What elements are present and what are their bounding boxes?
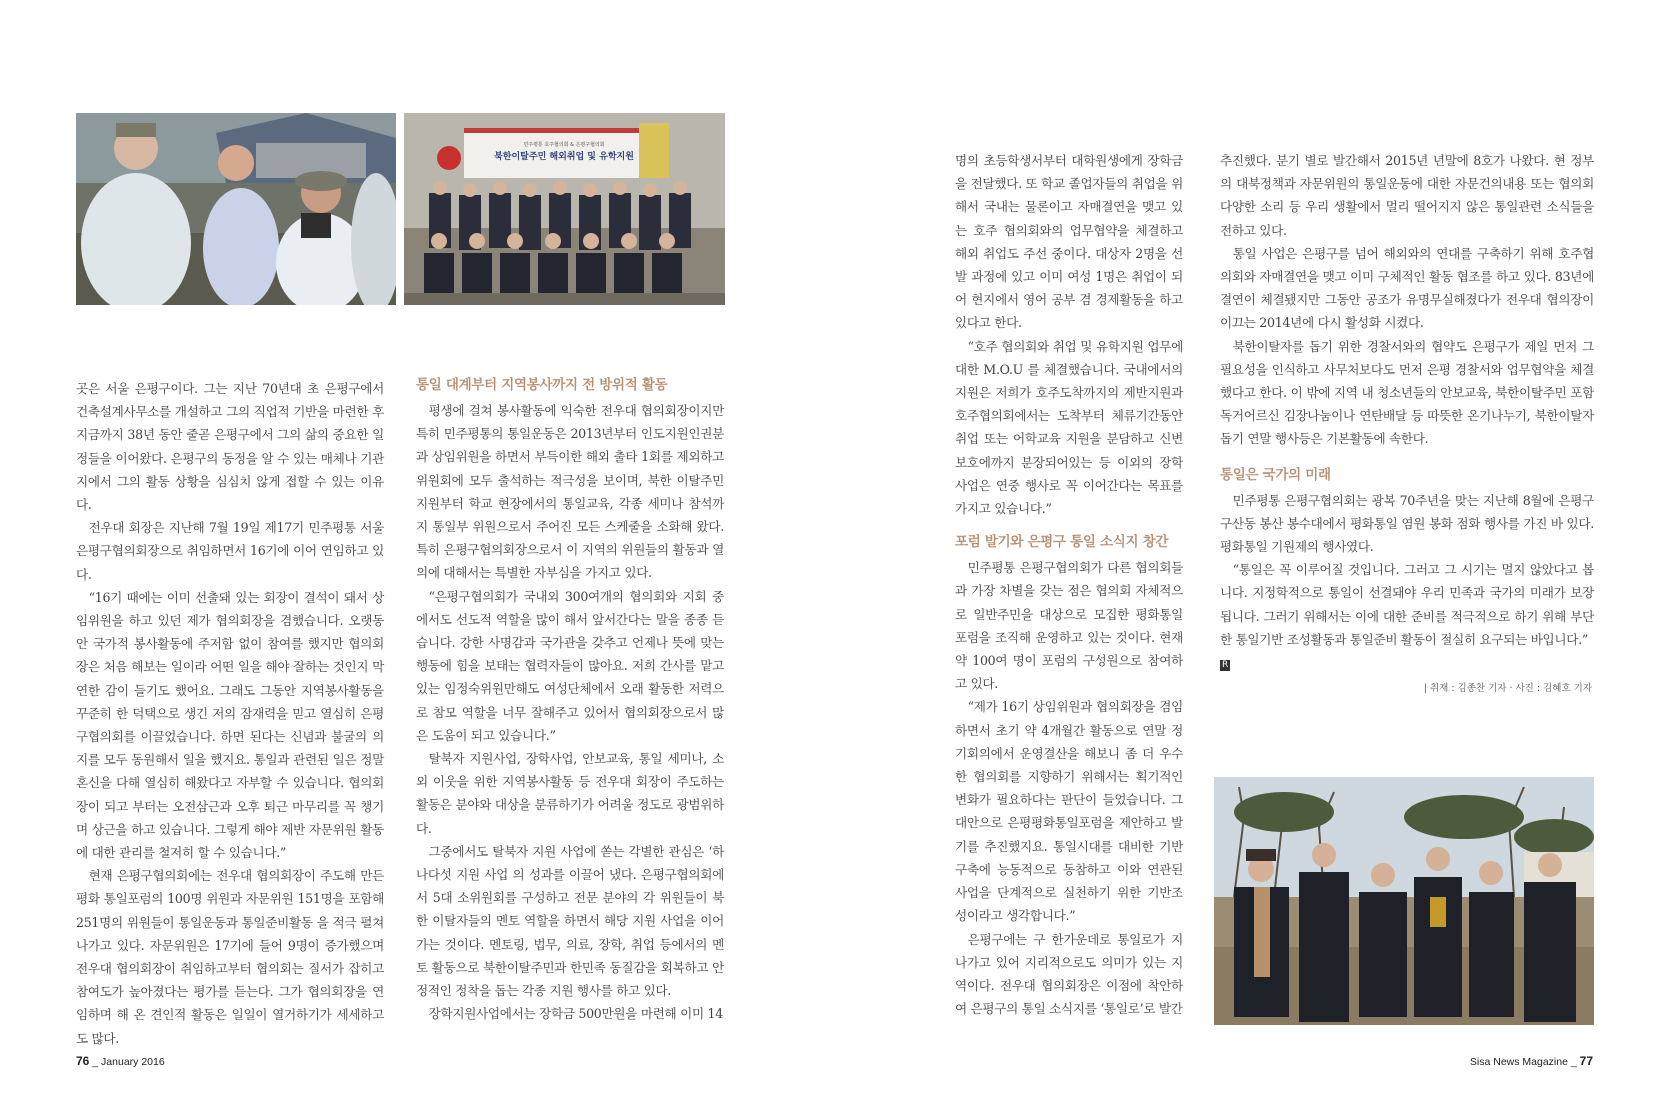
banner-text: 북한이탈주민 해외취업 및 유학지원	[494, 152, 634, 162]
right-folio	[1470, 1054, 1593, 1068]
paragraph: “16기 때에는 이미 선출돼 있는 회장이 결석이 돼서 상임위원을 하고 있던 제가 협의회장을 겸했습니다. 오랫동안 국가적 봉사활동에 주저함 없이 참여를 했지만 협의회장은 처음 해보는 일이라 어떤 일을 해야 잘하는 것인지 막연한 감이 들기도 했어요. 그래도 그동안 지역봉사활동을 꾸준히 한 덕택으로 생긴 저의 잠재력을 믿고 열심히 은평구협의회를 이끌었습니다. 하면 된다는 신념과 불굴의 의지를 모두 동원해서 일을 했지요. 통일과 관련된 일은 정말 혼신을 다해 열심히 해왔다고 자부할 수 있습니다. 협의회장이 되고 부터는 오전삼근과 오후 퇴근 마무리를 꼭 챙기며 상근을 하고 있습니다. 그렇게 해야 제반 자문위원 활동에 대한 관리를 철저히 할 수 있습니다.”	[76, 589, 384, 861]
paragraph: 현재 은평구협의회에는 전우대 협의회장이 주도해 만든 평화 통일포럼의 100명 위원과 자문위원 151명을 포함해 251명의 위원들이 통일운동과 통일준비활동 을 적극 펼쳐 나가고 있다. 자문위원은 17기에 들어 9명이 증가했으며 전우대 협의회장이 취임하고부터 협의회는 질서가 잡히고 참여도가 높아졌다는 평가를 듣는다. 그가 협의회장을 연임하며 해 온 견인적 활동은 일일이 열거하기가 세세하고도 많다.	[76, 868, 384, 1046]
volunteer-photo	[76, 113, 396, 305]
left-folio	[76, 1054, 165, 1068]
group-photo-banner	[404, 113, 725, 305]
page-number: 77	[1579, 1054, 1593, 1068]
paragraph: “호주 협의회와 취업 및 유학지원 업무에 대한 M.O.U 를 체결했습니다. 국내에서의 지원은 저희가 호주도착까지의 제반지원과 호주협의회에서는 도착부터 체류기간동안 취업 또는 어학교육 지원을 분담하고 신변보호에까지 분장되어있는 등 이외의 장학사업은 연중 행사로 꼭 이어간다는 목표를 가지고 있습니다.”	[955, 338, 1183, 517]
folio-separator: _	[1570, 1056, 1577, 1068]
column-3	[955, 149, 1183, 1020]
end-mark: R	[1222, 660, 1228, 671]
folio-separator: _	[92, 1056, 99, 1068]
section-heading: 통일은 국가의 미래	[1220, 466, 1331, 483]
paragraph: 장학지원사업에서는 장학금 500만원을 마련해 이미 14	[428, 1006, 723, 1022]
byline: | 취재 : 김종찬 기자 · 사진 : 김혜호 기자	[1423, 683, 1592, 694]
paragraph: 곳은 서울 은평구이다. 그는 지난 70년대 초 은평구에서 건축설계사무소를 개설하고 그의 직업적 기반을 마련한 후 지금까지 38년 동안 줄곧 은평구에서 그의 삶의 중요한 일정들을 이어왔다. 은평구의 동정을 알 수 있는 매체나 기관지에서 그의 활동 상황을 심심치 않게 접할 수 있는 이유다.	[76, 381, 384, 513]
paragraph: 추진했다. 분기 별로 발간해서 2015년 년말에 8호가 나왔다. 현 정부의 대북정책과 자문위원의 통일운동에 대한 자문건의내용 또는 협의회 다양한 소리 등 우리 생활에서 멀리 떨어지지 않은 통일관련 소식들을 전하고 있다.	[1220, 153, 1594, 238]
column-4	[1220, 149, 1594, 674]
issue-date: January 2016	[101, 1056, 165, 1068]
paragraph: 북한이탈자를 돕기 위한 경찰서와의 협약도 은평구가 제일 먼저 그 필요성을 인식하고 사무처보다도 먼저 은평 경찰서와 업무협약을 체결했다고 한다. 이 밖에 지역 내 청소년들의 안보교육, 북한이탈주민 포함 독거어르신 김장나눔이나 연탄배달 등 따뜻한 온기나누기, 북한이탈자 돕기 연말 행사등은 기본활동에 속한다.	[1220, 338, 1594, 447]
paragraph: 탈북자 지원사업, 장학사업, 안보교육, 통일 세미나, 소외 이웃을 위한 지역봉사활동 등 전우대 회장이 주도하는 활동은 분야와 대상을 분류하기가 어려울 정도로 광범위하다.	[416, 751, 724, 836]
magazine-name: Sisa News Magazine	[1469, 1056, 1568, 1068]
section-heading: 통일 대계부터 지역봉사까지 전 방위적 활동	[416, 377, 668, 393]
paragraph: 그중에서도 탈북자 지원 사업에 쏟는 각별한 관심은 ‘하나다섯 지원 사업 의 성과를 이끌어 냈다. 은평구협의회에서 5대 소위원회를 구성하고 전문 분야의 각 위원들이 북한 이탈자들의 멘토 역할을 하면서 해당 지원 사업을 이어가는 것이다. 멘토링, 법무, 의료, 장학, 취업 등에서의 멘토 활동으로 북한이탈주민과 한민족 동질감을 회복하고 안정적인 정착을 돕는 각종 지원 행사를 하고 있다.	[416, 843, 724, 999]
paragraph: 민주평통 은평구협의회가 다른 협의회들과 가장 차별을 갖는 점은 협의회 자체적으로 일반주민을 대상으로 모집한 평화통일포럼을 조직해 운영하고 있는 것이다. 현재 약 100여 명이 포럼의 구성원으로 참여하고 있다.	[955, 560, 1183, 692]
page-number: 76	[76, 1054, 90, 1068]
banner-sub: 민주평통 호주협의회 & 은평구협의회	[523, 142, 605, 148]
section-heading: 포럼 발기와 은평구 통일 소식지 창간	[955, 534, 1169, 551]
paragraph: 명의 초등학생서부터 대학원생에게 장학금을 전달했다. 또 학교 졸업자들의 취업을 위해서 국내는 물론이고 자매결연을 맺고 있는 호주 협의회와의 업무협약을 체결하고 해외 취업도 주선 중이다. 대상자 2명을 선발 과정에 있고 이미 여성 1명은 취업이 되어 현지에서 영어 공부 겸 경제활동을 하고 있다고 한다.	[955, 153, 1183, 331]
paragraph: 평생에 걸쳐 봉사활동에 익숙한 전우대 협의회장이지만 특히 민주평통의 통일운동은 2013년부터 인도지원인권분과 상임위원을 하면서 부득이한 해외 출타 1회를 제외하고 위원회에 모두 출석하는 적극성을 보이며, 북한 이탈주민 지원부터 학교 현장에서의 통일교육, 각종 세미나 참석까지 통일부 위원으로서 주어진 모든 스케줄을 소화해 왔다. 특히 은평구협의회장으로서 이 지역의 위원들의 활동과 열의에 대해서는 특별한 자부심을 가지고 있다.	[416, 403, 724, 581]
paragraph: 전우대 회장은 지난해 7월 19일 제17기 민주평통 서울은평구협의회장으로 취임하면서 16기에 이어 연임하고 있다.	[76, 520, 384, 582]
paragraph: 민주평통 은평구협의회는 광복 70주년을 맞는 지난해 8월에 은평구 구산동 봉산 봉수대에서 평화통일 염원 봉화 점화 행사를 가진 바 있다. 평화통일 기원제의 행사였다.	[1220, 492, 1594, 555]
column-1	[76, 377, 384, 1050]
paragraph: “제가 16기 상임위원과 협의회장을 겸임하면서 초기 약 4개월간 활동으로 연말 정기회의에서 운영결산을 해보니 좀 더 우수한 협의회를 지향하기 위해서는 획기적인 변화가 필요하다는 판단이 들었습니다. 그 대안으로 은평평화통일포럼을 제안하고 발기를 추진했지요. 통일시대를 대비한 기반구축에 능동적으로 동참하고 이와 연관된 사업을 단계적으로 실천하기 위한 기반조성이라고 생각합니다.”	[955, 699, 1183, 924]
paragraph: 은평구에는 구 한가운데로 통일로가 지나가고 있어 지리적으로도 의미가 있는 지역이다. 전우대 협의회장은 이점에 착안하여 은평구의 통일 소식지를 ‘통일로’로 발간	[955, 931, 1183, 1017]
paragraph: “통일은 꼭 이루어질 것입니다. 그러고 그 시기는 멀지 않았다고 봅니다. 지정학적으로 통일이 선결돼야 우리 민족과 국가의 미래가 보장 됩니다. 그러기 위해서는 이에 대한 준비를 적극적으로 하기 위해 부단한 통일기반 조성활동과 통일준비 활동이 절실히 요구되는 바입니다.”	[1220, 562, 1594, 647]
paragraph: 통일 사업은 은평구를 넘어 해외와의 연대를 구축하기 위해 호주협의회와 자매결연을 맺고 이미 구체적인 활동 협조를 하고 있다. 83년에 결연이 체결됐지만 그동안 공조가 유명무실해졌다가 전우대 협의장이 이끄는 2014년에 다시 활성화 시켰다.	[1220, 245, 1594, 331]
outdoor-group-photo	[1214, 777, 1594, 1025]
paragraph: “은평구협의회가 국내외 300여개의 협의회와 지회 중에서도 선도적 역할을 많이 해서 앞서간다는 말을 종종 듣습니다. 강한 사명감과 국가관을 갖추고 언제나 뜻에 맞는 행동에 힘을 보태는 협력자들이 많아요. 저희 간사를 맡고 있는 임정숙위원만해도 여성단체에서 오래 활동한 저력으로 참모 역할을 너무 잘해주고 있어서 협의회장으로서 많은 도움이 되고 있습니다.”	[416, 588, 724, 743]
column-2	[416, 377, 724, 1025]
